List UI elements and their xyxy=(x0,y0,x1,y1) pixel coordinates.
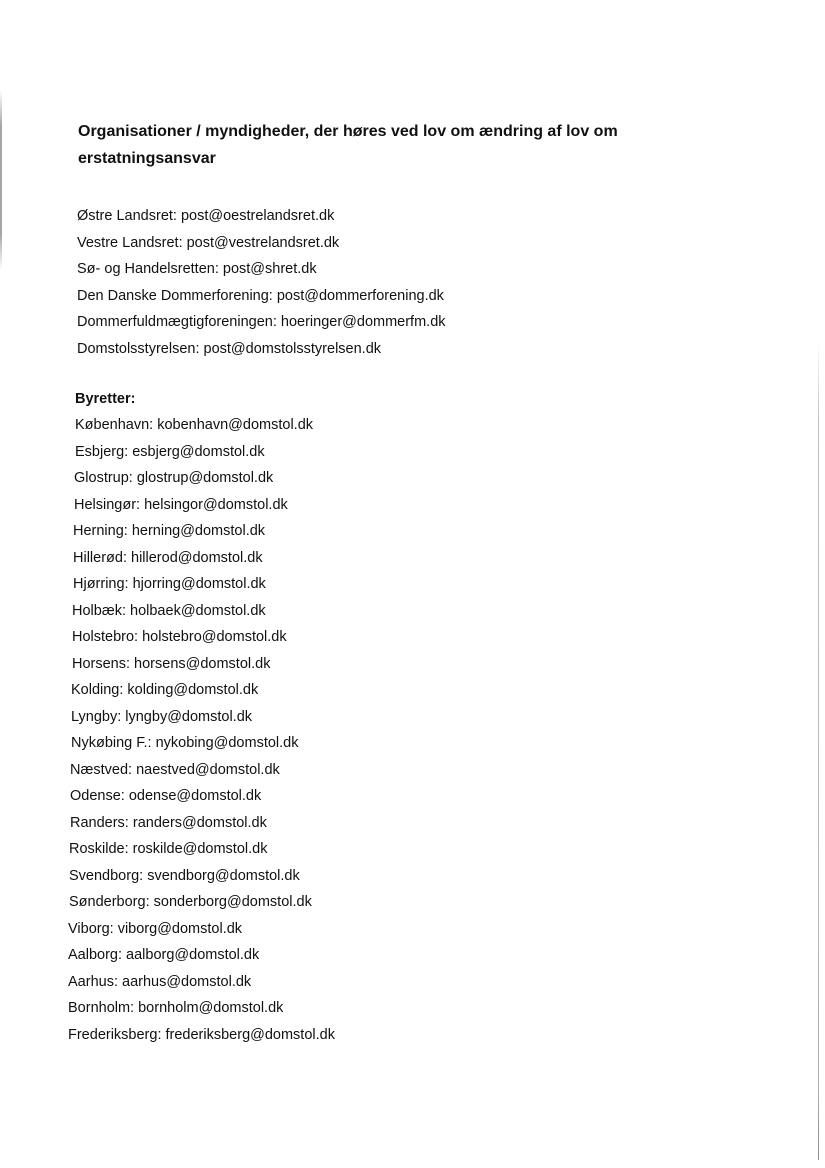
court-item: Frederiksberg: frederiksberg@domstol.dk xyxy=(68,1026,335,1043)
court-list xyxy=(0,412,560,1048)
scan-edge-left xyxy=(0,90,2,270)
court-item: Randers: randers@domstol.dk xyxy=(70,814,267,831)
court-item: Kolding: kolding@domstol.dk xyxy=(71,682,259,698)
organisation-item: Vestre Landsret: post@vestrelandsret.dk xyxy=(77,234,340,251)
organisation-item: Dommerfuldmægtigforeningen: hoeringer@dommerfm.dk xyxy=(77,314,446,330)
organisation-item: Østre Landsret: post@oestrelandsret.dk xyxy=(77,208,335,224)
organisation-item: Den Danske Dommerforening: post@dommerforening.dk xyxy=(77,287,444,304)
court-item: Aalborg: aalborg@domstol.dk xyxy=(68,947,260,963)
organisation-item: Domstolsstyrelsen: post@domstolsstyrelsen.dk xyxy=(77,340,382,357)
court-item: København: kobenhavn@domstol.dk xyxy=(75,417,314,433)
organisation-list xyxy=(77,203,637,362)
scan-edge-right xyxy=(818,340,819,1160)
court-item: Viborg: viborg@domstol.dk xyxy=(68,920,243,937)
court-item: Glostrup: glostrup@domstol.dk xyxy=(74,470,274,486)
court-item: Lyngby: lyngby@domstol.dk xyxy=(71,708,253,725)
court-item: Hjørring: hjorring@domstol.dk xyxy=(73,576,266,592)
court-item: Helsingør: helsingor@domstol.dk xyxy=(74,496,288,513)
court-item: Herning: herning@domstol.dk xyxy=(73,523,266,539)
court-item: Esbjerg: esbjerg@domstol.dk xyxy=(75,443,265,460)
court-item: Næstved: naestved@domstol.dk xyxy=(70,761,280,778)
courts-heading: Byretter: xyxy=(75,391,136,407)
court-item: Bornholm: bornholm@domstol.dk xyxy=(68,1000,284,1016)
court-item: Holstebro: holstebro@domstol.dk xyxy=(72,629,287,645)
organisation-item: Sø- og Handelsretten: post@shret.dk xyxy=(77,261,317,277)
court-item: Holbæk: holbaek@domstol.dk xyxy=(72,602,266,619)
court-item: Roskilde: roskilde@domstol.dk xyxy=(69,841,268,857)
document-title: Organisationer / myndigheder, der høres ved lov om ændring af lov om erstatningsansvar xyxy=(78,123,618,167)
court-item: Nykøbing F.: nykobing@domstol.dk xyxy=(71,735,299,751)
court-item: Sønderborg: sonderborg@domstol.dk xyxy=(69,894,312,910)
court-item: Odense: odense@domstol.dk xyxy=(70,788,262,804)
court-item: Svendborg: svendborg@domstol.dk xyxy=(69,867,300,884)
court-item: Aarhus: aarhus@domstol.dk xyxy=(68,973,252,990)
court-item: Horsens: horsens@domstol.dk xyxy=(72,655,271,672)
court-item: Hillerød: hillerod@domstol.dk xyxy=(73,549,263,566)
